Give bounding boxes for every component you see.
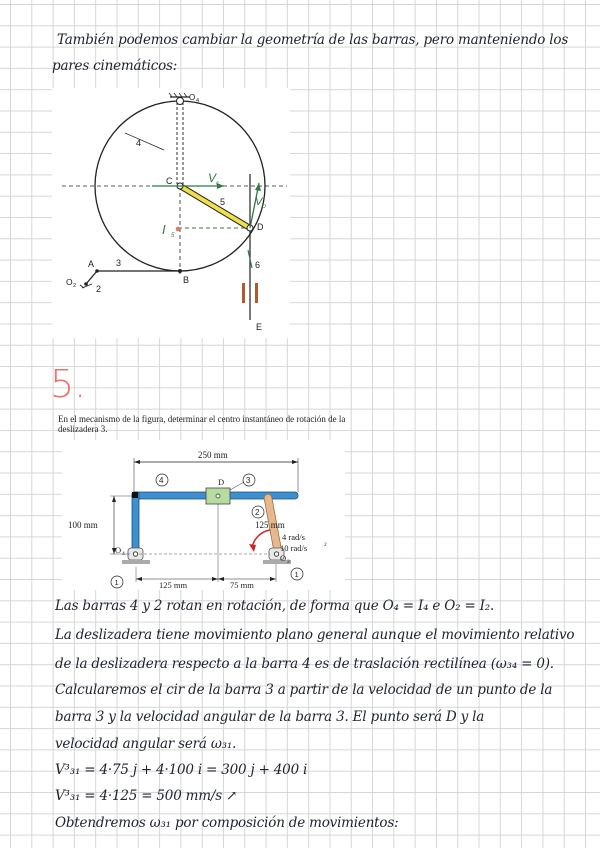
label-bar-6: 6 [255, 260, 261, 270]
mechanism-diagram-1 [52, 88, 290, 338]
label-alpha-exp: 2 [324, 542, 327, 548]
label-ground-right: 1 [294, 570, 299, 579]
label-dim-125-bar: 125 mm [255, 520, 285, 530]
note-line-2: pares cinemáticos: [52, 58, 178, 74]
note-line-9: Obtendremos ω₃₁ por composición de movimientos: [55, 815, 399, 831]
label-dim-250: 250 mm [198, 450, 228, 460]
bar-4-vertical [132, 492, 139, 556]
label-vc-sub: c [216, 181, 219, 187]
mechanism-figure-1 [52, 88, 290, 338]
point-b [178, 269, 182, 273]
bar-2 [86, 271, 97, 284]
bar-4-pointer [125, 133, 164, 150]
label-o4-sub: 4 [122, 551, 125, 557]
label-i5: I [162, 222, 166, 237]
label-bar-2: 2 [255, 508, 260, 517]
note-line-7: barra 3 y la velocidad angular de la barra 3. El punto será D y la [55, 709, 485, 725]
label-i5-sub: 5 [171, 233, 175, 239]
mechanism-figure-2 [62, 440, 345, 590]
label-a: A [88, 259, 95, 269]
label-o4-sub: 4 [196, 98, 200, 104]
note-line-8: velocidad angular será ω₃₁. [55, 736, 237, 752]
label-o2-sub: 2 [73, 283, 77, 289]
label-vc: V [208, 171, 217, 185]
section-number: 5. [50, 362, 87, 406]
label-o4: O [189, 93, 196, 102]
note-line-5: de la deslizadera respecto a la barra 4 es de traslación rectilínea (ω₃₄ = 0). [55, 656, 554, 672]
bar-5 [180, 186, 250, 228]
label-o2: O [66, 277, 73, 287]
ground-o4 [122, 560, 150, 564]
label-e: E [256, 322, 263, 332]
label-omega: 4 rad/s [282, 532, 305, 542]
label-bar-3: 3 [246, 476, 251, 485]
label-c: C [166, 176, 173, 186]
label-dim-75: 75 mm [230, 580, 254, 590]
label-bar-4: 4 [136, 138, 142, 148]
guide-left [242, 283, 245, 303]
label-bar-4: 4 [159, 476, 164, 485]
label-d: D [218, 477, 225, 487]
guide-right [255, 283, 258, 303]
label-bar-2: 2 [96, 284, 102, 294]
label-b: B [183, 275, 190, 285]
equation-2: V³₃₁ = 4·125 = 500 mm/s ↗ [55, 788, 238, 804]
note-line-6: Calcularemos el cir de la barra 3 a partir de la velocidad de un punto de la [55, 682, 553, 698]
label-dim-125: 125 mm [159, 580, 188, 590]
label-o2: O [280, 553, 287, 563]
label-o4: O [115, 545, 122, 555]
label-bar-3: 3 [116, 258, 122, 268]
note-line-4: La deslizadera tiene movimiento plano general aunque el movimiento relativo [55, 627, 575, 643]
equation-1: V³₃₁ = 4·75 j + 4·100 i = 300 j + 400 i [55, 762, 308, 778]
label-vd-sub: D [262, 204, 266, 210]
label-vd: V [255, 196, 263, 208]
label-ground-left: 1 [114, 578, 119, 587]
label-alpha: 10 rad/s [280, 543, 308, 553]
label-dim-100: 100 mm [68, 520, 98, 530]
i5-point [176, 227, 181, 232]
problem-statement: En el mecanismo de la figura, determinar el centro instantáneo de rotación de la deslizadera 3. [58, 414, 346, 434]
note-line-3: Las barras 4 y 2 rotan en rotación, de forma que O₄ = I₄ e O₂ = I₂. [55, 598, 495, 614]
note-line-1: También podemos cambiar la geometría de las barras, pero manteniendo los [57, 32, 569, 48]
mechanism-diagram-2 [62, 440, 345, 590]
pivot-o4 [177, 98, 184, 105]
label-d: D [257, 222, 264, 232]
label-o2-sub: 2 [287, 559, 290, 565]
label-bar-5: 5 [220, 197, 226, 207]
